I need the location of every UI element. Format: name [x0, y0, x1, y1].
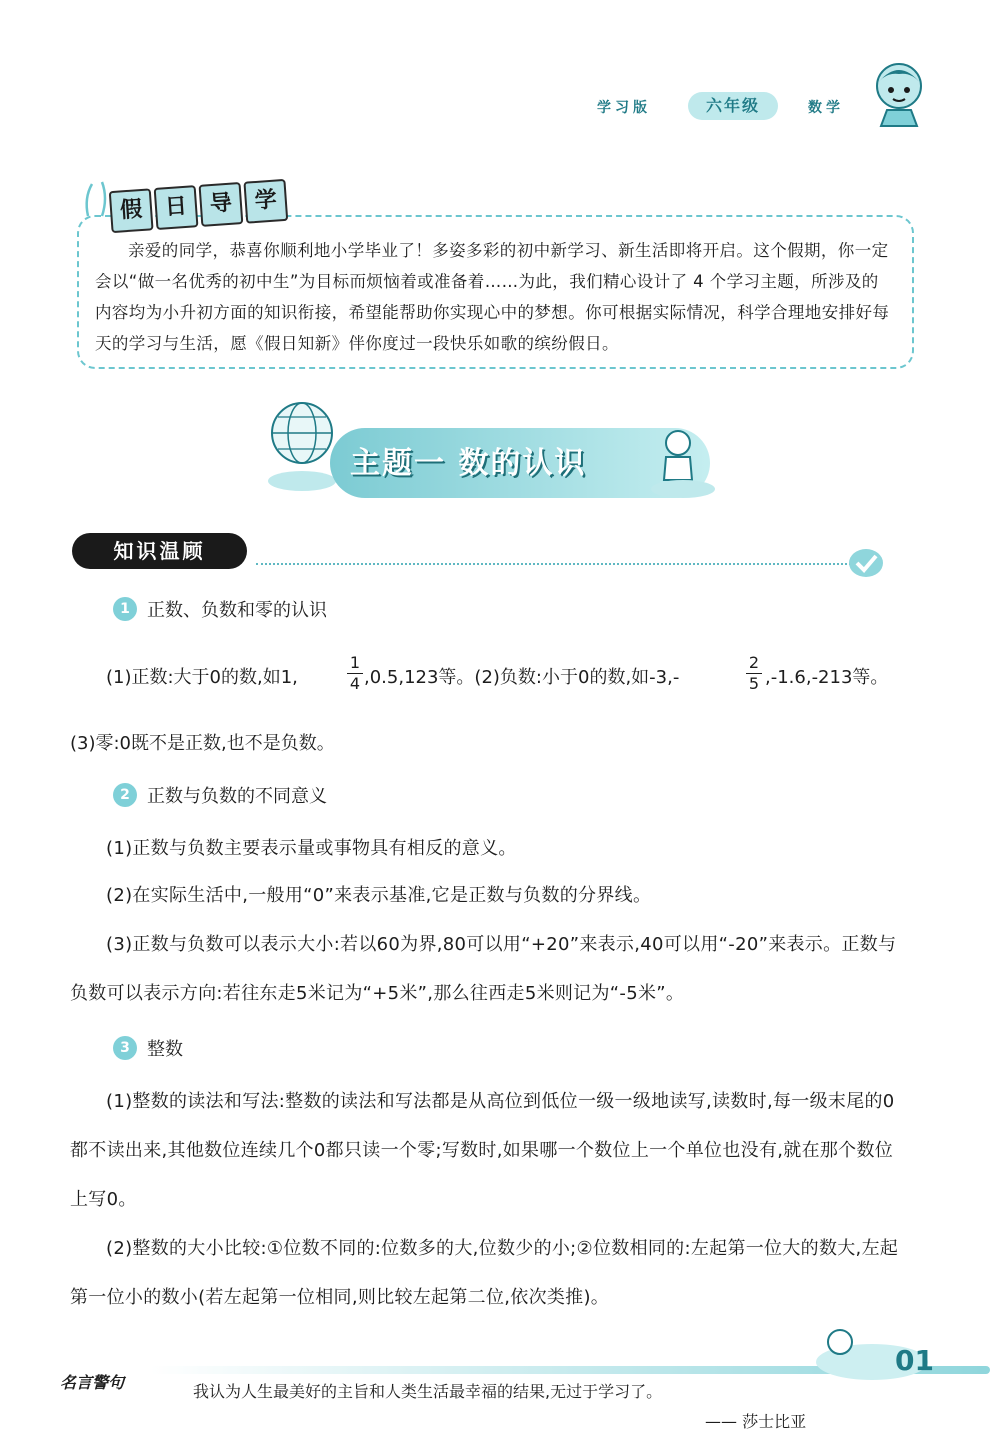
theme-title: 主题一 数的认识 [350, 446, 587, 481]
motto-author: —— 莎士比亚 [705, 1412, 807, 1431]
section-3-number: 3 [113, 1036, 137, 1060]
section-1-line-a: (1)正数:大于0的数,如1, [106, 667, 298, 688]
fraction-two-fifths [746, 654, 762, 693]
section-1-title [113, 596, 327, 622]
subject-label: 数学 [808, 100, 844, 116]
section-1-line-b: ,0.5,123等。(2)负数:小于0的数,如-3,- [364, 667, 680, 688]
fraction-numerator: 2 [748, 653, 760, 672]
section-3-title [113, 1035, 183, 1061]
section-3-para-2: (2)整数的大小比较:①位数不同的:位数多的大,位数少的小;②位数相同的:左起第一位大的数大,左起第一位小的数小(若左起第一位相同,则比较左起第二位,依次类推)。 [70, 1238, 899, 1308]
section-2-para-1: (1)正数与负数主要表示量或事物具有相反的意义。 [106, 838, 517, 859]
motto-quote: 我认为人生最美好的主旨和人类生活最幸福的结果,无过于学习了。 [193, 1382, 663, 1401]
intro-label-char: 假 [109, 188, 154, 233]
section-2-para-2: (2)在实际生活中,一般用“0”来表示基准,它是正数与负数的分界线。 [106, 885, 652, 906]
fraction-one-quarter [347, 654, 363, 693]
section-2-para-3: (3)正数与负数可以表示大小:若以60为界,80可以用“+20”来表示,40可以用“-20”来表示。正数与负数可以表示方向:若往东走5米记为“+5米”,那么往西走5米则记为“-5米”。 [70, 934, 897, 1004]
intro-text: 亲爱的同学，恭喜你顺利地小学毕业了！多姿多彩的初中新学习、新生活即将开启。这个假期，你一定会以“做一名优秀的初中生”为目标而烦恼着或准备着……为此，我们精心设计了 4 个学习主题，所涉及的内容均为小升初方面的知识衔接，希望能帮助你实现心中的梦想。你可根据实际情况，科学合理地安排好每天的学习与生活，愿《假日知新》伴你度过一段快乐如歌的缤纷假日。 [95, 241, 890, 353]
section-1-number: 1 [113, 597, 137, 621]
grade-badge: 六年级 [688, 92, 778, 120]
section-2-number: 2 [113, 783, 137, 807]
rabbit-doodle-icon [80, 178, 114, 218]
checkmark-icon [848, 548, 884, 578]
girl-mascot-icon [862, 60, 936, 130]
section-1-line-c: ,-1.6,-213等。 [765, 667, 889, 688]
section-1-line-2: (3)零:0既不是正数,也不是负数。 [70, 733, 335, 754]
section-1-title-text: 正数、负数和零的认识 [147, 600, 327, 621]
section-2-title [113, 782, 327, 808]
fraction-denominator: 4 [349, 674, 361, 693]
section-3-title-text: 整数 [147, 1039, 183, 1060]
intro-label-char: 导 [199, 182, 244, 227]
motto-label: 名言警句 [60, 1373, 125, 1392]
edition-label: 学习版 [597, 100, 651, 116]
review-heading: 知识温顾 [72, 533, 247, 569]
page-number: 01 [895, 1344, 934, 1377]
review-divider [256, 563, 851, 565]
fraction-denominator: 5 [748, 674, 760, 693]
intro-label-char: 学 [243, 179, 288, 224]
section-3-para-1: (1)整数的读法和写法:整数的读法和写法都是从高位到低位一级一级地读写,读数时,每一级末尾的0都不读出来,其他数位连续几个0都只读一个零;写数时,如果哪一个数位上一个单位也没有,就在那个数位上写0。 [70, 1091, 895, 1210]
globe-icon [262, 395, 342, 495]
fraction-numerator: 1 [349, 653, 361, 672]
section-2-title-text: 正数与负数的不同意义 [147, 786, 327, 807]
intro-label-char: 日 [154, 185, 199, 230]
